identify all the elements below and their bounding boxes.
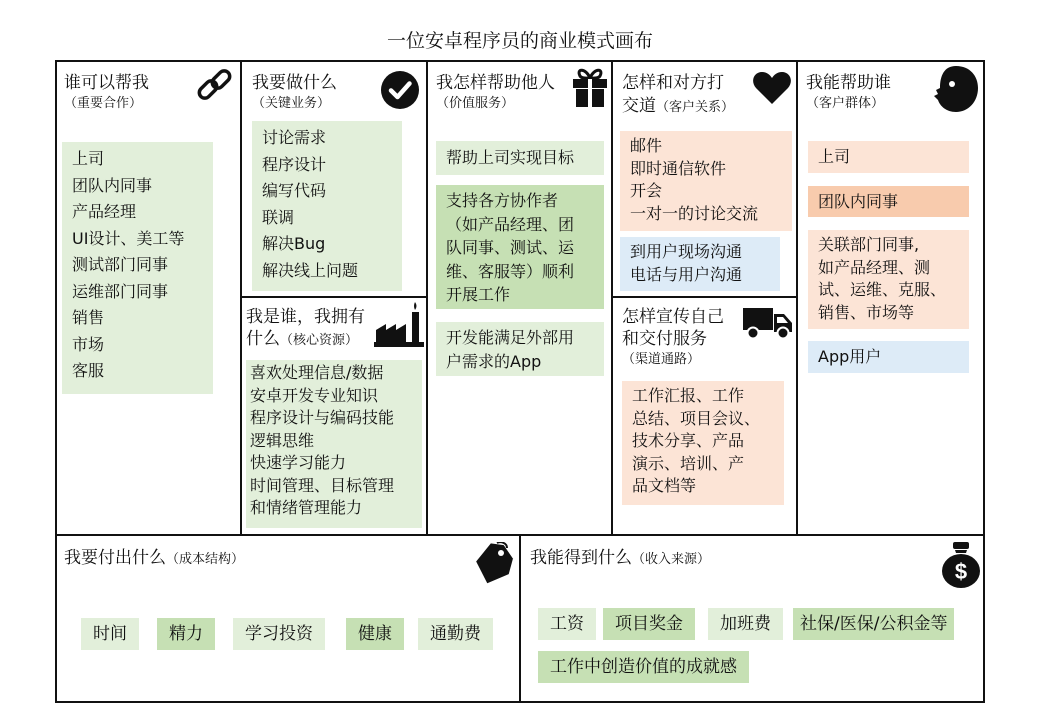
- key-partners-subtitle: （重要合作）: [64, 96, 143, 111]
- factory-icon: [374, 298, 424, 350]
- list-item: 解决Bug: [262, 234, 326, 253]
- revenue-chip: 加班费: [708, 608, 783, 640]
- list-item: 程序设计: [262, 154, 327, 174]
- cost-structure-title-text: 我要付出什么: [64, 548, 166, 568]
- face-icon: [932, 64, 980, 114]
- list-item: 产品经理: [72, 202, 137, 221]
- heart-icon: [752, 70, 792, 106]
- list-item: App用户: [818, 347, 882, 366]
- list-item: 户需求的App: [446, 351, 542, 371]
- list-item: 品文档等: [632, 476, 697, 495]
- list-item: 支持各方协作者: [446, 191, 559, 210]
- list-item: 电话与用户沟通: [630, 264, 743, 284]
- key-resources-title-line2: [246, 328, 358, 352]
- list-item: 团队内同事: [72, 175, 153, 195]
- cost-chip: 健康: [346, 618, 404, 650]
- key-resources-list: [246, 360, 422, 528]
- divider: [611, 60, 613, 536]
- list-item: 一对一的讨论交流: [630, 203, 759, 223]
- list-item: 演示、培训、产: [632, 453, 745, 473]
- channels-title-line1: 怎样宣传自己: [622, 307, 724, 327]
- list-item: 时间管理、目标管理: [250, 475, 395, 495]
- svg-text:$: $: [954, 559, 968, 584]
- value-box-2: [436, 185, 604, 309]
- value-box-1: [436, 141, 604, 175]
- cost-chip: 时间: [81, 618, 139, 650]
- list-item: 和情绪管理能力: [250, 498, 363, 517]
- revenue-streams-subtitle: （收入来源）: [632, 552, 711, 567]
- list-item: 队同事、测试、运: [446, 238, 575, 257]
- revenue-streams-title-text: 我能得到什么: [530, 548, 632, 568]
- list-item: 开发能满足外部用: [446, 328, 575, 347]
- list-item: 开展工作: [446, 285, 511, 304]
- key-partners-list: [62, 142, 213, 394]
- customer-segments-subtitle: （客户群体）: [806, 96, 885, 111]
- list-item: 技术分享、产品: [632, 431, 745, 450]
- list-item: 编写代码: [262, 181, 327, 200]
- segments-box-2: [808, 186, 969, 217]
- list-item: 到用户现场沟通: [630, 242, 743, 261]
- list-item: 逻辑思维: [250, 430, 315, 450]
- key-activities-list: [252, 121, 402, 291]
- divider: [519, 534, 521, 703]
- relationships-box-2: [620, 237, 780, 291]
- customer-relationships-title-line1: 怎样和对方打: [622, 73, 724, 93]
- revenue-chip: 工作中创造价值的成就感: [538, 651, 749, 683]
- cost-chip: 通勤费: [418, 618, 493, 650]
- list-item: 总结、项目会议、: [632, 408, 761, 428]
- customer-segments-title: 我能帮助谁: [806, 73, 891, 93]
- key-resources-title-line1: 我是谁，我拥有: [246, 307, 365, 327]
- list-item: 如产品经理、测: [818, 257, 931, 277]
- revenue-streams-title: [530, 547, 710, 571]
- list-item: 销售、市场等: [818, 302, 915, 322]
- value-propositions-title: 我怎样帮助他人: [436, 73, 555, 93]
- revenue-chip: 项目奖金: [603, 608, 695, 640]
- key-activities-subtitle: （关键业务）: [252, 96, 331, 111]
- list-item: 即时通信软件: [630, 158, 727, 178]
- key-partners-title: 谁可以帮我: [64, 73, 149, 93]
- list-item: 团队内同事: [818, 192, 899, 211]
- price-tag-icon: [474, 542, 514, 588]
- list-item: 上司: [72, 149, 105, 168]
- customer-relationships-title-line2-text: 交道: [622, 96, 656, 116]
- channels-subtitle: （渠道通路）: [622, 352, 701, 367]
- segments-box-3: [808, 230, 969, 329]
- list-item: 市场: [72, 334, 105, 354]
- canvas-title: 一位安卓程序员的商业模式画布: [386, 30, 653, 52]
- list-item: 工作汇报、工作: [632, 386, 745, 405]
- segments-box-1: [808, 141, 969, 173]
- channels-title-line2: 和交付服务: [622, 329, 707, 349]
- list-item: 上司: [818, 147, 851, 166]
- cost-structure-subtitle: （成本结构）: [166, 552, 245, 567]
- segments-box-4: [808, 341, 969, 373]
- divider: [611, 296, 798, 298]
- list-item: 喜欢处理信息/数据: [250, 363, 384, 382]
- relationships-box-1: [620, 131, 792, 231]
- list-item: 客服: [72, 361, 105, 380]
- divider: [796, 60, 798, 536]
- list-item: 开会: [630, 181, 663, 200]
- customer-relationships-title-line2: [622, 95, 734, 119]
- truck-icon: [742, 306, 794, 340]
- customer-relationships-subtitle: （客户关系）: [656, 100, 735, 115]
- list-item: 测试部门同事: [72, 255, 169, 274]
- link-icon: [194, 66, 236, 106]
- key-resources-title-line2-text: 什么: [246, 329, 280, 349]
- list-item: 销售: [72, 308, 105, 327]
- gift-icon: [572, 66, 608, 108]
- revenue-chip: 工资: [538, 608, 596, 640]
- cost-chip: 学习投资: [233, 618, 325, 650]
- list-item: 讨论需求: [262, 128, 327, 147]
- checkmark-icon: [380, 70, 420, 110]
- list-item: UI设计、美工等: [72, 228, 185, 248]
- list-item: 联调: [262, 207, 295, 227]
- list-item: 帮助上司实现目标: [446, 148, 575, 167]
- list-item: 邮件: [630, 136, 663, 155]
- divider: [426, 60, 428, 536]
- list-item: 程序设计与编码技能: [250, 408, 395, 427]
- money-bag-icon: [940, 541, 982, 589]
- list-item: 安卓开发专业知识: [250, 385, 379, 405]
- cost-chip: 精力: [157, 618, 215, 650]
- cost-structure-title: [64, 547, 244, 571]
- list-item: 关联部门同事,: [818, 235, 920, 254]
- value-box-3: [436, 322, 604, 376]
- key-activities-title: 我要做什么: [252, 73, 337, 93]
- channels-list: [622, 381, 784, 505]
- divider: [240, 60, 242, 536]
- key-resources-subtitle: （核心资源）: [280, 333, 359, 348]
- list-item: 快速学习能力: [250, 453, 347, 472]
- list-item: 维、客服等）顺利: [446, 261, 575, 281]
- list-item: 试、运维、克服、: [818, 280, 947, 299]
- revenue-chip: 社保/医保/公积金等: [793, 608, 954, 640]
- list-item: （如产品经理、团: [446, 214, 575, 234]
- list-item: 运维部门同事: [72, 281, 169, 301]
- list-item: 解决线上问题: [262, 260, 359, 280]
- value-propositions-subtitle: （价值服务）: [436, 96, 515, 111]
